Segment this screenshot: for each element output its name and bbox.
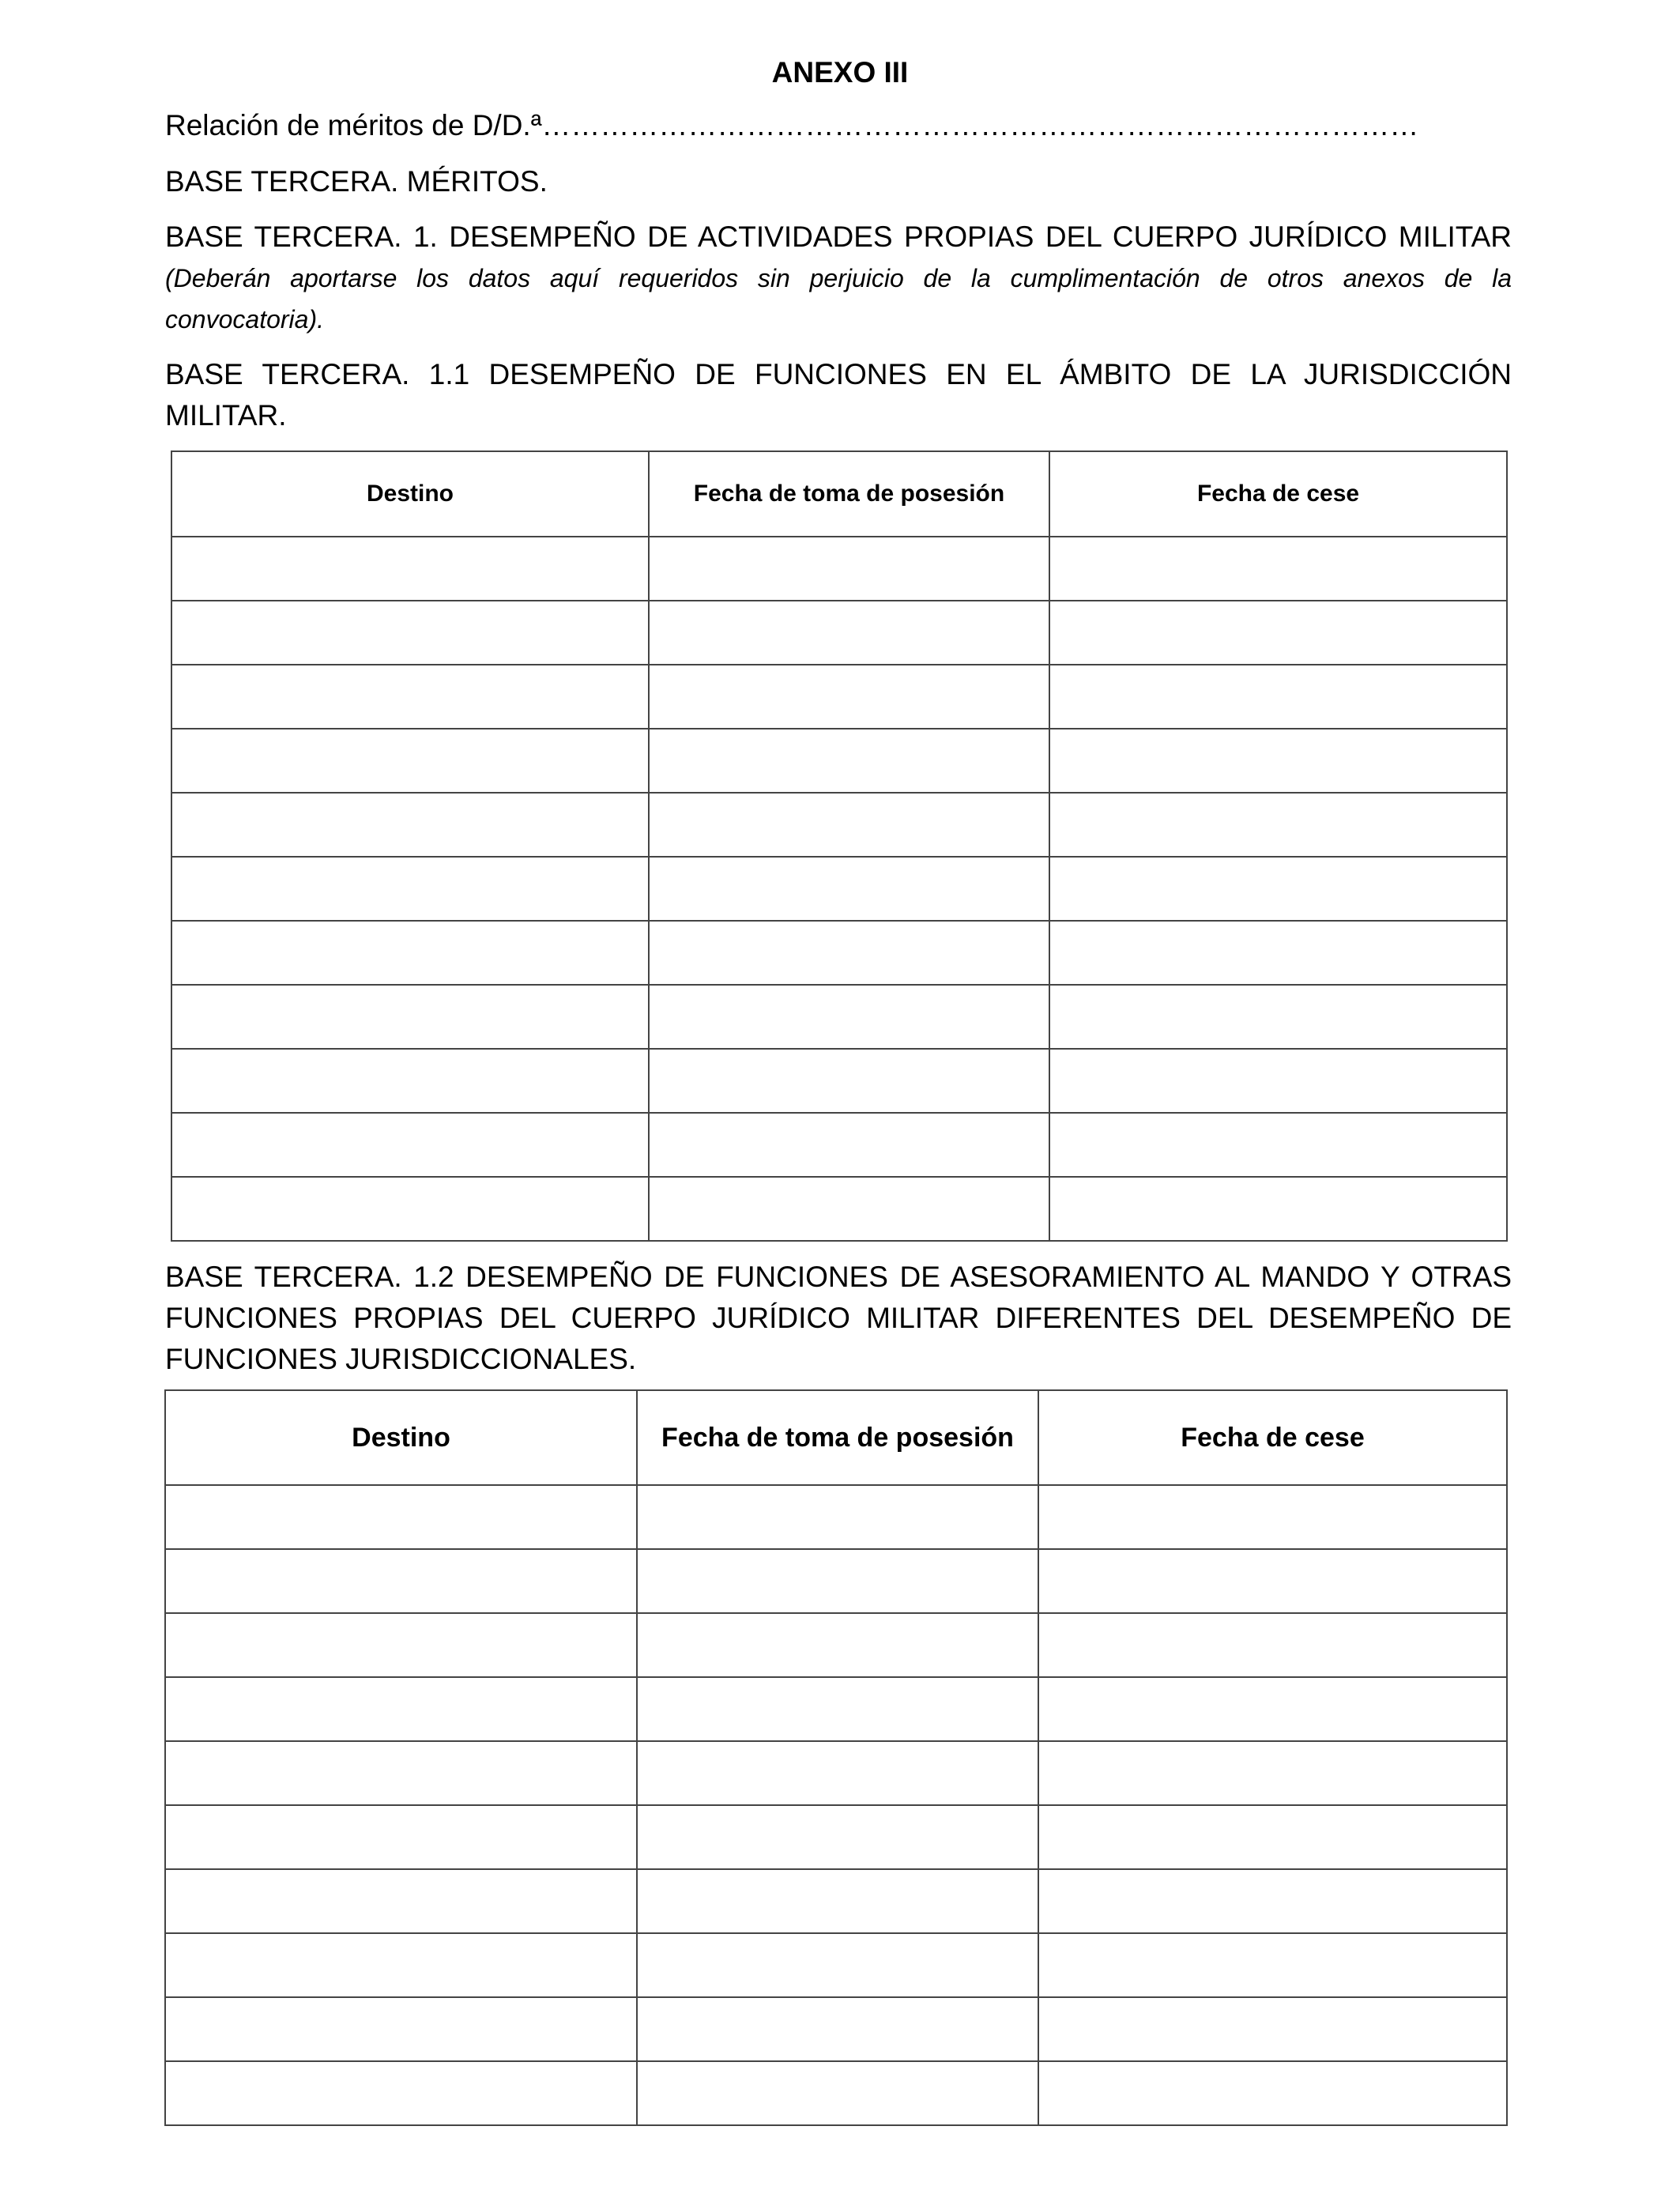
fecha-toma-posesion-cell[interactable] (649, 793, 1049, 857)
section1-2-heading-line1: BASE TERCERA. 1.2 DESEMPEÑO DE FUNCIONES DE ASESORAMIENTO AL MANDO Y OTRAS (165, 1261, 1512, 1293)
table-row (171, 1113, 1507, 1177)
fecha-cese-cell[interactable] (1038, 1485, 1507, 1549)
column-header-destino: Destino (165, 1390, 637, 1485)
destino-cell[interactable] (171, 985, 649, 1049)
destino-cell[interactable] (165, 1677, 637, 1741)
fecha-cese-cell[interactable] (1038, 1869, 1507, 1933)
destino-cell[interactable] (165, 1549, 637, 1613)
table-row (171, 1177, 1507, 1241)
table-row (171, 985, 1507, 1049)
fecha-toma-posesion-cell[interactable] (649, 1113, 1049, 1177)
table-row (171, 1049, 1507, 1113)
relacion-line: Relación de méritos de D/D.ª……………………………………………………………………………… (165, 109, 1419, 141)
fecha-toma-posesion-cell[interactable] (637, 1485, 1038, 1549)
table-row (165, 1549, 1507, 1613)
column-header-fecha-cese: Fecha de cese (1038, 1390, 1507, 1485)
fecha-toma-posesion-cell[interactable] (637, 1613, 1038, 1677)
table-row (165, 1997, 1507, 2061)
fecha-cese-cell[interactable] (1049, 1113, 1507, 1177)
page-title: ANEXO III (771, 56, 909, 89)
fecha-toma-posesion-cell[interactable] (649, 537, 1049, 601)
fecha-cese-cell[interactable] (1049, 793, 1507, 857)
fecha-cese-cell[interactable] (1038, 1613, 1507, 1677)
table-row (165, 1741, 1507, 1805)
table-row (165, 2061, 1507, 2125)
destino-cell[interactable] (171, 665, 649, 729)
table-row (171, 601, 1507, 665)
section1-2-heading-line3: FUNCIONES JURISDICCIONALES. (165, 1343, 637, 1375)
destino-cell[interactable] (171, 857, 649, 921)
destino-cell[interactable] (171, 1113, 649, 1177)
fecha-toma-posesion-cell[interactable] (649, 1049, 1049, 1113)
section1-1-heading-line1: BASE TERCERA. 1.1 DESEMPEÑO DE FUNCIONES EN EL ÁMBITO DE LA JURISDICCIÓN (165, 358, 1512, 390)
fecha-cese-cell[interactable] (1049, 665, 1507, 729)
fecha-toma-posesion-cell[interactable] (649, 1177, 1049, 1241)
fecha-toma-posesion-cell[interactable] (649, 729, 1049, 793)
table-body (165, 1485, 1507, 2125)
column-header-fecha-toma-posesion: Fecha de toma de posesión (649, 451, 1049, 537)
destino-cell[interactable] (165, 1485, 637, 1549)
table-row (171, 921, 1507, 985)
destino-cell[interactable] (171, 793, 649, 857)
table-row (171, 793, 1507, 857)
asesoramiento-mando-table (164, 1389, 1508, 2126)
table-row (171, 537, 1507, 601)
fecha-cese-cell[interactable] (1038, 1549, 1507, 1613)
fecha-toma-posesion-cell[interactable] (637, 1677, 1038, 1741)
destino-cell[interactable] (165, 1805, 637, 1869)
fecha-cese-cell[interactable] (1049, 921, 1507, 985)
table-row (165, 1613, 1507, 1677)
destino-cell[interactable] (171, 1177, 649, 1241)
destino-cell[interactable] (165, 1741, 637, 1805)
base-meritos-heading: BASE TERCERA. MÉRITOS. (165, 165, 548, 198)
destino-cell[interactable] (165, 1869, 637, 1933)
section1-1-heading-line2: MILITAR. (165, 399, 287, 432)
fecha-cese-cell[interactable] (1049, 537, 1507, 601)
table-body (171, 537, 1507, 1241)
section1-note-line1: (Deberán aportarse los datos aquí requeridos sin perjuicio de la cumplimentación de otros anexos de la (165, 264, 1512, 292)
fecha-cese-cell[interactable] (1049, 601, 1507, 665)
destino-cell[interactable] (165, 1933, 637, 1997)
fecha-toma-posesion-cell[interactable] (649, 921, 1049, 985)
destino-cell[interactable] (171, 1049, 649, 1113)
fecha-cese-cell[interactable] (1038, 1741, 1507, 1805)
destino-cell[interactable] (165, 1613, 637, 1677)
section1-note-line2: convocatoria). (165, 305, 324, 334)
fecha-cese-cell[interactable] (1038, 1997, 1507, 2061)
fecha-cese-cell[interactable] (1049, 1177, 1507, 1241)
jurisdiccion-militar-table (171, 450, 1508, 1242)
fecha-toma-posesion-cell[interactable] (637, 1997, 1038, 2061)
fecha-toma-posesion-cell[interactable] (637, 2061, 1038, 2125)
destino-cell[interactable] (171, 601, 649, 665)
fecha-cese-cell[interactable] (1038, 1677, 1507, 1741)
fecha-cese-cell[interactable] (1049, 729, 1507, 793)
destino-cell[interactable] (171, 921, 649, 985)
fecha-cese-cell[interactable] (1038, 1805, 1507, 1869)
fecha-cese-cell[interactable] (1049, 985, 1507, 1049)
fecha-cese-cell[interactable] (1038, 1933, 1507, 1997)
table-row (165, 1869, 1507, 1933)
fecha-toma-posesion-cell[interactable] (637, 1741, 1038, 1805)
fecha-toma-posesion-cell[interactable] (637, 1549, 1038, 1613)
table-row (165, 1933, 1507, 1997)
destino-cell[interactable] (171, 729, 649, 793)
table-header-row (165, 1390, 1507, 1485)
fecha-cese-cell[interactable] (1049, 1049, 1507, 1113)
column-header-fecha-toma-posesion: Fecha de toma de posesión (637, 1390, 1038, 1485)
destino-cell[interactable] (165, 1997, 637, 2061)
table-row (171, 729, 1507, 793)
column-header-destino: Destino (171, 451, 649, 537)
fecha-cese-cell[interactable] (1038, 2061, 1507, 2125)
fecha-toma-posesion-cell[interactable] (649, 665, 1049, 729)
section1-heading: BASE TERCERA. 1. DESEMPEÑO DE ACTIVIDADES PROPIAS DEL CUERPO JURÍDICO MILITAR (165, 221, 1512, 253)
table-row (171, 665, 1507, 729)
destino-cell[interactable] (165, 2061, 637, 2125)
destino-cell[interactable] (171, 537, 649, 601)
fecha-toma-posesion-cell[interactable] (637, 1933, 1038, 1997)
fecha-cese-cell[interactable] (1049, 857, 1507, 921)
fecha-toma-posesion-cell[interactable] (649, 985, 1049, 1049)
section1-2-heading-line2: FUNCIONES PROPIAS DEL CUERPO JURÍDICO MILITAR DIFERENTES DEL DESEMPEÑO DE (165, 1302, 1512, 1334)
fecha-toma-posesion-cell[interactable] (649, 601, 1049, 665)
fecha-toma-posesion-cell[interactable] (637, 1805, 1038, 1869)
table-row (165, 1805, 1507, 1869)
table-row (165, 1485, 1507, 1549)
table-row (171, 857, 1507, 921)
table-row (165, 1677, 1507, 1741)
table-header-row (171, 451, 1507, 537)
column-header-fecha-cese: Fecha de cese (1049, 451, 1507, 537)
fecha-toma-posesion-cell[interactable] (637, 1869, 1038, 1933)
fecha-toma-posesion-cell[interactable] (649, 857, 1049, 921)
